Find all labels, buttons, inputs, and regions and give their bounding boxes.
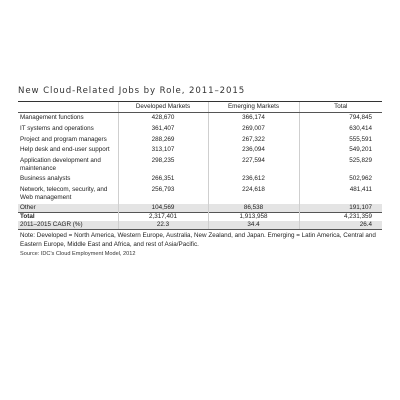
emerging-cell: 366,174: [208, 113, 299, 124]
total-cell: 481,411: [349, 186, 372, 194]
header-developed: Developed Markets: [118, 102, 208, 113]
role-cell: Other: [18, 204, 118, 213]
developed-cell: 104,569: [118, 204, 208, 213]
cagr-label: 2011–2015 CAGR (%): [18, 221, 118, 230]
table-note: Note: Developed = North America, Western Europe, Australia, New Zealand, and Japan. Emerging = Latin America, Central and Eastern Europe, Middle East and Africa, and rest of Asia/Pacific.: [20, 232, 376, 248]
total-cell: 191,107: [299, 204, 382, 213]
total-cell: 502,962: [349, 175, 372, 183]
cagr-emerging: 34.4: [208, 221, 299, 230]
table-title: New Cloud-Related Jobs by Role, 2011–2015: [18, 86, 246, 96]
cagr-total: 26.4: [299, 221, 382, 230]
total-cell: 630,414: [349, 124, 372, 132]
header-row: [18, 102, 382, 113]
total-cell: 549,201: [349, 146, 372, 154]
emerging-cell: 267,322: [208, 134, 299, 145]
role-cell: IT systems and operations: [18, 124, 118, 135]
role-cell: Application development and maintenance: [18, 156, 118, 175]
table-source: Source: IDC's Cloud Employment Model, 2012: [20, 251, 136, 258]
total-cell: 794,845: [349, 114, 372, 122]
jobs-table-figure: [18, 86, 382, 258]
emerging-cell: 269,007: [208, 124, 299, 135]
jobs-by-role-table: [18, 102, 382, 230]
emerging-cell: 224,618: [208, 185, 299, 204]
cagr-row: [18, 221, 382, 230]
developed-cell: 298,235: [118, 156, 208, 175]
header-emerging: Emerging Markets: [208, 102, 299, 113]
developed-cell: 361,407: [118, 124, 208, 135]
table-row: [18, 134, 382, 145]
total-total: 4,231,359: [299, 212, 382, 221]
role-cell: Help desk and end-user support: [18, 145, 118, 156]
emerging-cell: 227,594: [208, 156, 299, 175]
role-cell: Network, telecom, security, and Web management: [18, 185, 118, 204]
emerging-cell: 86,538: [208, 204, 299, 213]
header-role: [18, 102, 118, 113]
total-cell: 555,591: [349, 135, 372, 143]
total-label: Total: [18, 212, 118, 221]
table-row: [18, 156, 382, 175]
table-row: [18, 174, 382, 185]
emerging-cell: 236,094: [208, 145, 299, 156]
total-developed: 2,317,401: [118, 212, 208, 221]
total-row: [18, 212, 382, 221]
emerging-cell: 236,612: [208, 174, 299, 185]
role-cell: Management functions: [18, 113, 118, 124]
developed-cell: 266,351: [118, 174, 208, 185]
table-row: [18, 145, 382, 156]
header-total: Total: [299, 102, 382, 113]
table-row: [18, 113, 382, 124]
cagr-developed: 22.3: [118, 221, 208, 230]
developed-cell: 256,793: [118, 185, 208, 204]
total-cell: 525,829: [349, 156, 372, 164]
role-cell: Project and program managers: [18, 134, 118, 145]
table-row: [18, 124, 382, 135]
developed-cell: 428,670: [118, 113, 208, 124]
developed-cell: 313,107: [118, 145, 208, 156]
developed-cell: 288,269: [118, 134, 208, 145]
table-row: [18, 204, 382, 213]
total-emerging: 1,913,958: [208, 212, 299, 221]
table-row: [18, 185, 382, 204]
role-cell: Business analysts: [18, 174, 118, 185]
